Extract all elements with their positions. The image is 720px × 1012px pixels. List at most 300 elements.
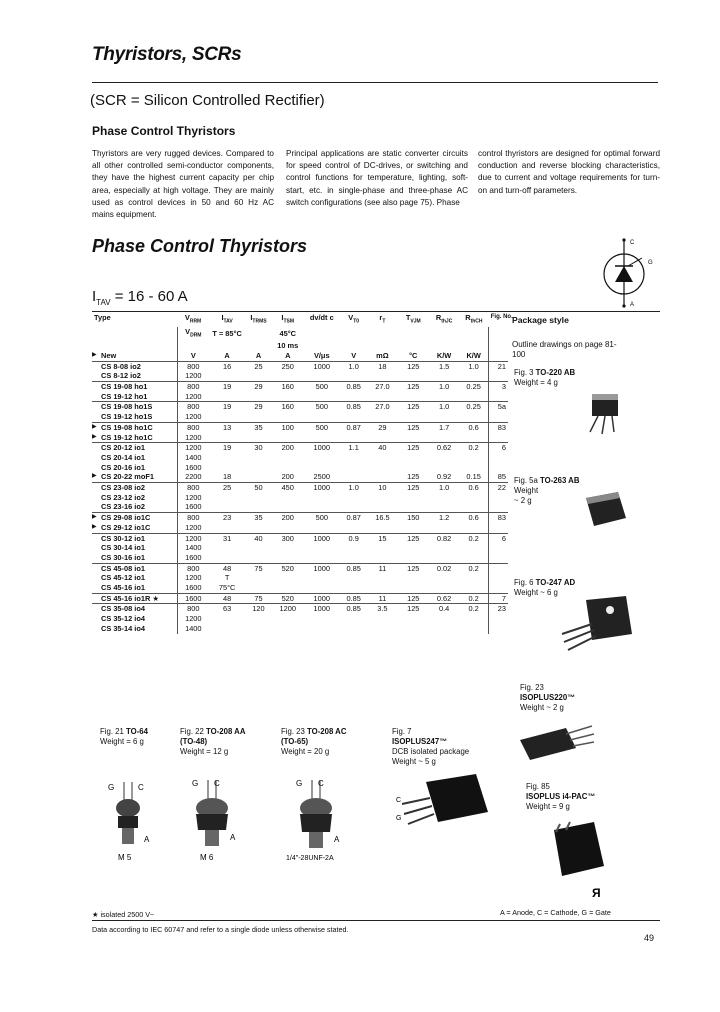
table-row: [92, 361, 508, 371]
cell-type: CS 20-16 io1: [101, 462, 145, 472]
cell-fig: [489, 573, 508, 583]
svg-text:A: A: [230, 833, 236, 842]
cell-tvjm: 125: [397, 593, 429, 604]
header-v: $V_{RRM}$: [184, 313, 202, 325]
cell-dvdt: 500: [304, 402, 340, 412]
title-divider: [92, 82, 658, 83]
header-dvdt: dv/dt c: [309, 313, 334, 322]
unit-tvjm: °C: [409, 350, 418, 360]
cell-itsm: 160: [272, 402, 304, 412]
cell-itav: [209, 543, 245, 553]
table-row: [92, 543, 508, 553]
cell-type: CS 45-08 io1: [92, 563, 177, 573]
cell-type: CS 8-08 io2: [92, 361, 177, 371]
cell-itsm: [272, 463, 304, 473]
cell-type: CS 19-12 ho1: [101, 391, 148, 401]
cell-itav: [209, 433, 245, 443]
cell-dvdt: [304, 553, 340, 563]
symbol-label-g: G: [648, 260, 653, 266]
cell-itrms: 75: [245, 563, 272, 573]
cell-rthch: [459, 453, 489, 463]
cell-tvjm: 125: [397, 604, 429, 614]
cell-rthch: [459, 583, 489, 593]
footnote-isolated: ★ isolated 2500 V~: [92, 910, 155, 919]
i4pac-package-icon: [540, 820, 610, 882]
svg-text:A: A: [334, 835, 340, 844]
current-range-sub: TAV: [96, 298, 111, 307]
cell-itsm: 520: [272, 593, 304, 604]
cell-itav: 13: [209, 422, 245, 432]
symbol-label-c: C: [630, 240, 635, 246]
cell-dvdt: [304, 523, 340, 533]
cell-type: ▶ CS 20-22 moF1: [92, 472, 177, 482]
cell-tvjm: [397, 583, 429, 593]
cell-rthch: 0.6: [459, 422, 489, 432]
fig22-caption: Fig. 22 TO-208 AA (TO-48) Weight = 12 g: [180, 727, 246, 756]
cell-fig: [489, 543, 508, 553]
cell-v: 1200: [177, 371, 209, 381]
cell-vt0: 1.1: [340, 443, 368, 453]
cell-tvjm: 125: [397, 483, 429, 493]
cell-tvjm: [397, 392, 429, 402]
cell-v: 1600: [177, 463, 209, 473]
cell-type: CS 30-12 io1: [92, 533, 177, 543]
cell-vt0: [340, 614, 368, 624]
cell-itav: T: [224, 573, 230, 583]
cell-v: 800: [177, 422, 209, 432]
table-row: [92, 412, 508, 422]
table-row: [92, 583, 508, 593]
cell-tvjm: 125: [397, 361, 429, 371]
cell-rt: 11: [368, 563, 398, 573]
unit-rt: mΩ: [376, 350, 389, 360]
unit-itrms: A: [255, 350, 262, 360]
cell-itsm: [272, 523, 304, 533]
fig23-caption: Fig. 23 TO-208 AC (TO-65) Weight = 20 g: [281, 727, 347, 756]
cell-v: 1200: [177, 523, 209, 533]
to263-package-icon: [580, 488, 630, 534]
cell-v: 1200: [177, 392, 209, 402]
cell-vt0: [340, 493, 368, 503]
cell-itrms: [245, 624, 272, 634]
to208aa-stud-icon: [186, 776, 246, 864]
cell-itsm: 160: [272, 381, 304, 391]
cell-rt: [368, 463, 398, 473]
cell-itav: 25: [209, 483, 245, 493]
cell-rthch: [459, 371, 489, 381]
cell-vt0: [340, 453, 368, 463]
cell-vt0: 0.87: [340, 422, 368, 432]
cell-rt: 3.5: [368, 604, 398, 614]
cell-rt: [368, 412, 398, 422]
cell-rthch: [459, 573, 489, 583]
cell-itrms: 35: [245, 513, 272, 523]
cell-dvdt: 1000: [304, 563, 340, 573]
cell-rthch: 0.6: [459, 513, 489, 523]
cell-itav: [209, 614, 245, 624]
cell-itsm: 300: [272, 533, 304, 543]
cell-type: CS 45-16 io1R ★: [92, 593, 177, 604]
table-row: [92, 443, 508, 453]
cell-itav: [209, 392, 245, 402]
svg-text:G: G: [192, 779, 199, 788]
cell-vt0: [340, 583, 368, 593]
subheader-v: $V_{DRM}$: [177, 327, 209, 341]
svg-text:G: G: [108, 783, 115, 792]
cell-itrms: 75: [245, 593, 272, 604]
cell-tvjm: [397, 624, 429, 634]
cell-tvjm: [397, 433, 429, 443]
cell-dvdt: [304, 624, 340, 634]
unit-v: V: [177, 351, 209, 361]
cell-type: CS 45-12 io1: [101, 573, 145, 583]
package-style-title: Package style: [512, 315, 569, 325]
header-itav: $I_{TAV}$: [221, 313, 233, 325]
cell-rt: 15: [368, 533, 398, 543]
cell-rt: 10: [368, 483, 398, 493]
cell-v: 1400: [177, 624, 209, 634]
table-row: [92, 593, 508, 604]
cell-rthch: [459, 493, 489, 503]
cell-dvdt: 1000: [304, 361, 340, 371]
cell-type: ▶ CS 19-08 ho1C: [92, 422, 177, 432]
cell-vt0: 0.9: [340, 533, 368, 543]
cell-vt0: [340, 624, 368, 634]
header-rthjc: $R_{thJC}$: [435, 313, 453, 325]
cell-itrms: [245, 433, 272, 443]
cell-rt: [368, 523, 398, 533]
cell-type: CS 30-14 io1: [101, 543, 145, 553]
cell-fig: [489, 453, 508, 463]
cell-itrms: [245, 543, 272, 553]
svg-text:Я: Я: [592, 886, 601, 900]
cell-fig: [489, 433, 508, 443]
cell-type: CS 19-08 ho1: [92, 381, 177, 391]
cell-rthch: 0.6: [459, 483, 489, 493]
header-tvjm: $T_{VJM}$: [405, 313, 421, 325]
cell-v: 1200: [177, 443, 209, 453]
cell-dvdt: [304, 493, 340, 503]
cell-itsm: [272, 371, 304, 381]
cell-dvdt: [304, 614, 340, 624]
cell-v: 1200: [177, 493, 209, 503]
cell-rthjc: [429, 553, 459, 563]
to208ac-stud-icon: [282, 776, 354, 864]
cell-rthjc: 0.82: [429, 533, 459, 543]
fig21-caption: Fig. 21 TO-64 Weight = 6 g: [100, 727, 148, 746]
cell-rt: 16.5: [368, 513, 398, 523]
cell-itsm: [272, 502, 304, 512]
cell-rt: [368, 583, 398, 593]
cell-dvdt: 1000: [304, 483, 340, 493]
cell-rthjc: 1.2: [429, 513, 459, 523]
cell-type: ▶ CS 19-12 ho1C: [92, 433, 177, 443]
cell-fig: 7: [489, 593, 508, 604]
cell-vt0: [340, 502, 368, 512]
cell-dvdt: 500: [304, 381, 340, 391]
cell-v: 800: [177, 402, 209, 412]
cell-itsm: [272, 624, 304, 634]
cell-tvjm: 125: [397, 563, 429, 573]
cell-itsm: [272, 412, 304, 422]
cell-rthch: [459, 543, 489, 553]
cell-rt: 29: [368, 422, 398, 432]
cell-itav: 19: [209, 402, 245, 412]
cell-v: 800: [177, 604, 209, 614]
current-range: [92, 288, 188, 307]
cell-fig: 3: [489, 381, 508, 391]
cell-v: 800: [177, 361, 209, 371]
ul-mark-icon: [590, 884, 614, 900]
cell-rt: [368, 624, 398, 634]
cell-vt0: [340, 553, 368, 563]
cell-itsm: [272, 553, 304, 563]
cell-v: 1200: [177, 533, 209, 543]
cell-vt0: [340, 573, 368, 583]
cell-v: 800: [177, 513, 209, 523]
table-row: [92, 392, 508, 402]
cell-vt0: 0.85: [340, 381, 368, 391]
svg-text:C: C: [138, 783, 144, 792]
cell-rthjc: 1.5: [429, 361, 459, 371]
cell-rthjc: 0.02: [429, 563, 459, 573]
cell-itav: 19: [209, 443, 245, 453]
cell-itsm: [272, 583, 304, 593]
table-header-row: [92, 313, 508, 327]
intro-paragraph-3: control thyristors are designed for optimal forward conduction and reverse blocking characteristics, due to current and voltage requirements for turn-on and turn-off parameters.: [478, 149, 660, 195]
cell-rt: [368, 553, 398, 563]
cell-rthjc: [429, 433, 459, 443]
cell-type: ▶ CS 29-12 io1C: [92, 523, 177, 533]
cell-itav: 18: [222, 472, 232, 482]
table-subheader-row-2: [92, 341, 508, 351]
cell-itav: 31: [209, 533, 245, 543]
cell-rthjc: [429, 412, 459, 422]
unit-dvdt: V/μs: [313, 350, 330, 360]
cell-itrms: [245, 502, 272, 512]
cell-itav: 23: [209, 513, 245, 523]
cell-tvjm: [397, 453, 429, 463]
cell-type: CS 35-14 io4: [101, 623, 145, 633]
cell-vt0: [340, 463, 368, 473]
cell-fig: 83: [489, 513, 508, 523]
cell-itsm: [272, 453, 304, 463]
cell-itrms: [245, 371, 272, 381]
cell-v: 1200: [177, 412, 209, 422]
cell-tvjm: [397, 412, 429, 422]
table-subheader-row: [92, 327, 508, 341]
cell-dvdt: 1000: [304, 593, 340, 604]
cell-type: CS 35-08 io4: [92, 604, 177, 614]
unit-itav: A: [224, 350, 230, 360]
cell-rthch: [459, 553, 489, 563]
cell-rt: [368, 543, 398, 553]
cell-itrms: 120: [245, 604, 272, 614]
cell-rt: [368, 453, 398, 463]
table-row: [92, 472, 508, 482]
cell-v: 1600: [177, 553, 209, 563]
cell-vt0: [340, 433, 368, 443]
cell-vt0: [340, 472, 368, 482]
table-row: [92, 502, 508, 512]
cell-rt: [368, 502, 398, 512]
cell-rthjc: 1.0: [429, 483, 459, 493]
subheader-itsm: 45°C: [279, 329, 296, 339]
cell-fig: [489, 412, 508, 422]
cell-rt: [368, 614, 398, 624]
cell-tvjm: 125: [397, 381, 429, 391]
intro-paragraph-1: Thyristors are very rugged devices. Compared to all other controlled semi-conductor components, they have the highest current capacity per chip area, especially at high voltage. They are mainly used as control devices in 50 and 60 Hz AC mains equipment.: [92, 149, 274, 220]
cell-rthjc: [429, 614, 459, 624]
cell-vt0: [340, 543, 368, 553]
cell-vt0: 0.85: [340, 563, 368, 573]
cell-itsm: [272, 543, 304, 553]
current-range-symbol: I: [92, 288, 97, 305]
cell-vt0: 0.87: [340, 513, 368, 523]
unit-itsm: A: [285, 350, 291, 360]
cell-fig: [489, 493, 508, 503]
cell-rthch: [459, 502, 489, 512]
cell-rthjc: [429, 523, 459, 533]
cell-itsm: [272, 614, 304, 624]
cell-rthch: 0.2: [459, 563, 489, 573]
subheader-itav: T = 85°C: [212, 329, 242, 339]
cell-rthch: [459, 412, 489, 422]
cell-v: 1600: [177, 593, 209, 604]
cell-tvjm: 125: [397, 422, 429, 432]
cell-dvdt: 500: [304, 422, 340, 432]
cell-rthch: [459, 463, 489, 473]
cell-vt0: [340, 371, 368, 381]
cell-type: CS 30-16 io1: [101, 552, 145, 562]
cell-type: CS 8-12 io2: [101, 371, 141, 381]
cell-type: ▶ CS 29-08 io1C: [92, 513, 177, 523]
cell-rt: [368, 433, 398, 443]
isoplus247-package-icon: [396, 772, 496, 832]
table-row: [92, 483, 508, 493]
cell-itrms: 50: [245, 483, 272, 493]
cell-dvdt: [304, 392, 340, 402]
cell-rthjc: 0.62: [429, 443, 459, 453]
header-rthch: $R_{thCH}$: [465, 313, 483, 325]
cell-itav: 16: [209, 361, 245, 371]
cell-rt: [368, 493, 398, 503]
cell-rthjc: [429, 543, 459, 553]
cell-itrms: [245, 392, 272, 402]
cell-v: 1400: [177, 453, 209, 463]
cell-rthjc: [429, 583, 459, 593]
spec-table-body: [92, 361, 508, 633]
cell-itav: [209, 493, 245, 503]
cell-rthjc: 0.62: [429, 593, 459, 604]
cell-vt0: [340, 392, 368, 402]
cell-tvjm: [397, 502, 429, 512]
cell-tvjm: 125: [397, 443, 429, 453]
table-row: [92, 523, 508, 533]
cell-rt: [368, 371, 398, 381]
cell-dvdt: 2500: [313, 472, 330, 482]
cell-itav: [209, 624, 245, 634]
header-fig: Fig. No.: [490, 314, 513, 320]
svg-text:M 6: M 6: [200, 853, 214, 862]
cell-itrms: 25: [245, 361, 272, 371]
table-top-rule: [92, 311, 660, 312]
svg-text:C: C: [318, 779, 324, 788]
cell-itsm: 450: [272, 483, 304, 493]
cell-rthch: [459, 523, 489, 533]
cell-v: 2200: [177, 472, 209, 482]
unit-rthjc: K/W: [436, 350, 452, 360]
package-isoplus220-label: Fig. 23 ISOPLUS220™ Weight ~ 2 g: [520, 683, 576, 712]
cell-v: 1200: [177, 433, 209, 443]
cell-type: CS 45-16 io1: [101, 583, 145, 593]
cell-dvdt: [304, 543, 340, 553]
cell-dvdt: 1000: [304, 443, 340, 453]
cell-itsm: [272, 392, 304, 402]
cell-itav: 63: [209, 604, 245, 614]
cell-rthjc: 1.0: [429, 381, 459, 391]
cell-rthjc: 0.92: [436, 472, 452, 482]
cell-fig: [489, 553, 508, 563]
cell-fig: [489, 614, 508, 624]
cell-fig: 21: [489, 361, 508, 371]
cell-itav: [209, 453, 245, 463]
cell-rthch: [459, 614, 489, 624]
cell-rt: 18: [368, 361, 398, 371]
cell-itav: [209, 502, 245, 512]
cell-dvdt: 1000: [304, 604, 340, 614]
cell-rthjc: [429, 493, 459, 503]
symbol-label-a: A: [630, 302, 635, 308]
cell-fig: 6: [489, 533, 508, 543]
unit-rthch: K/W: [466, 350, 481, 360]
table-row: [92, 381, 508, 391]
svg-text:A: A: [144, 835, 150, 844]
cell-itav: 48: [209, 563, 245, 573]
cell-itav: [209, 523, 245, 533]
table-units-row: [92, 351, 508, 361]
cell-tvjm: [397, 493, 429, 503]
cell-itrms: 29: [245, 402, 272, 412]
cell-rthjc: [429, 392, 459, 402]
cell-tvjm: [397, 523, 429, 533]
table-row: [92, 463, 508, 473]
page-subtitle: (SCR = Silicon Controlled Rectifier): [90, 92, 325, 109]
table-row: [92, 402, 508, 412]
cell-fig: [489, 523, 508, 533]
table-row: [92, 614, 508, 624]
cell-type: CS 23-16 io2: [101, 502, 145, 512]
cell-fig: 5a: [489, 402, 508, 412]
cell-rthch: 0.25: [459, 402, 489, 412]
unit-vt0: V: [351, 350, 357, 360]
cell-itsm: 1200: [272, 604, 304, 614]
svg-text:C: C: [214, 779, 220, 788]
thyristor-symbol-icon: [596, 236, 660, 308]
cell-vt0: 1.0: [340, 483, 368, 493]
cell-fig: [489, 624, 508, 634]
fig7-caption: Fig. 7 ISOPLUS247™ DCB isolated package Weight ~ 5 g: [392, 727, 470, 766]
table-row: [92, 624, 508, 634]
cell-rt: 27.0: [368, 402, 398, 412]
table-row: [92, 493, 508, 503]
package-outline-note: Outline drawings on page 81-100: [512, 340, 617, 359]
cell-tvjm: 125: [407, 472, 420, 482]
svg-text:M 5: M 5: [118, 853, 132, 862]
cell-type: CS 23-12 io2: [101, 492, 145, 502]
cell-rthjc: [429, 624, 459, 634]
header-vt0: $V_{T0}$: [348, 313, 360, 325]
